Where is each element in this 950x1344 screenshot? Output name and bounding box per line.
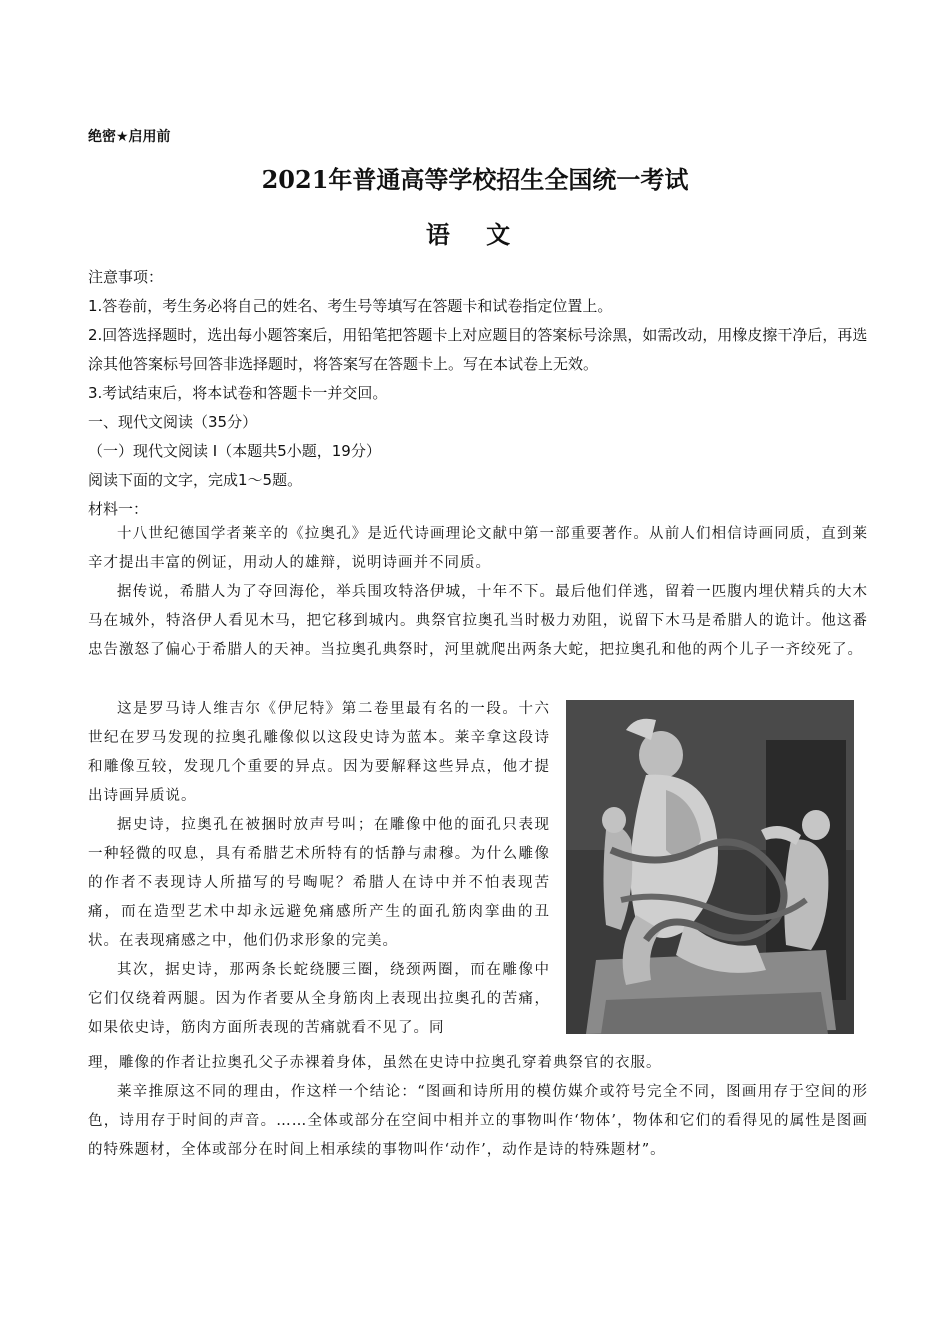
note-item: 2.回答选择题时，选出每小题答案后，用铅笔把答题卡上对应题目的答案标号涂黑，如需改动，用橡皮擦干净后，再选涂其他答案标号回答非选择题时，将答案写在答题卡上。写在本试卷上无效。 xyxy=(88,326,868,373)
confidential-label: 绝密★启用前 xyxy=(88,129,171,145)
note-item: 1.答卷前，考生务必将自己的姓名、考生号等填写在答题卡和试卷指定位置上。 xyxy=(88,297,613,315)
passage-paragraph: 这是罗马诗人维吉尔《伊尼特》第二卷里最有名的一段。十六世纪在罗马发现的拉奥孔雕像似以这段史诗为蓝本。莱辛拿这段诗和雕像互较，发现几个重要的异点。因为要解释这些异点，他才提出诗画异质说。 xyxy=(88,701,550,804)
passage-paragraph: 理，雕像的作者让拉奥孔父子赤裸着身体，虽然在史诗中拉奥孔穿着典祭官的衣服。 xyxy=(88,1055,662,1071)
passage-paragraph: 据传说，希腊人为了夺回海伦，举兵围攻特洛伊城，十年不下。最后他们佯逃，留着一匹腹内埋伏精兵的大木马在城外，特洛伊人看见木马，把它移到城内。典祭官拉奥孔当时极力劝阻，说留下木马是希腊人的诡计。他这番忠告激怒了偏心于希腊人的天神。当拉奥孔典祭时，河里就爬出两条大蛇，把拉奥孔和他的两个儿子一齐绞死了。 xyxy=(88,584,868,658)
laocoon-sculpture-image xyxy=(566,700,854,1034)
note-item: 3.考试结束后，将本试卷和答题卡一并交回。 xyxy=(88,384,388,402)
notes-heading: 注意事项： xyxy=(88,268,164,286)
passage-wrap xyxy=(88,695,550,1043)
part-title: 一、现代文阅读（35分） xyxy=(88,413,258,431)
passage-bottom xyxy=(88,1049,868,1165)
material-label: 材料一： xyxy=(88,500,149,518)
sculpture-illustration xyxy=(566,700,854,1034)
passage-paragraph: 据史诗，拉奥孔在被捆时放声号叫；在雕像中他的面孔只表现一种轻微的叹息，具有希腊艺术所特有的恬静与肃穆。为什么雕像的作者不表现诗人所描写的号啕呢？希腊人在诗中并不怕表现苦痛，而在造型艺术中却永远避免痛感所产生的面孔筋肉挛曲的丑状。在表现痛感之中，他们仍求形象的完美。 xyxy=(88,817,550,949)
passage-top xyxy=(88,520,868,665)
instruction: 阅读下面的文字，完成1～5题。 xyxy=(88,471,303,489)
passage-paragraph: 十八世纪德国学者莱辛的《拉奥孔》是近代诗画理论文献中第一部重要著作。从前人们相信诗画同质，直到莱辛才提出丰富的例证，用动人的雄辩，说明诗画并不同质。 xyxy=(88,526,868,571)
sub-title: （一）现代文阅读 I（本题共5小题，19分） xyxy=(88,442,381,460)
exam-title: 2021年普通高等学校招生全国统一考试 xyxy=(261,165,689,194)
passage-paragraph: 其次，据史诗，那两条长蛇绕腰三圈，绕颈两圈，而在雕像中它们仅绕着两腿。因为作者要从全身筋肉上表现出拉奥孔的苦痛，如果依史诗，筋肉方面所表现的苦痛就看不见了。同 xyxy=(88,962,550,1036)
notes-block xyxy=(88,263,868,524)
passage-paragraph: 莱辛推原这不同的理由，作这样一个结论：“图画和诗所用的模仿媒介或符号完全不同，图画用存于空间的形色，诗用存于时间的声音。……全体或部分在空间中相并立的事物叫作‘物体’，物体和它们的看得见的属性是图画的特殊题材，全体或部分在时间上相承续的事物叫作‘动作’，动作是诗的特殊题材”。 xyxy=(88,1084,868,1158)
subject-title: 语 文 xyxy=(425,220,525,249)
